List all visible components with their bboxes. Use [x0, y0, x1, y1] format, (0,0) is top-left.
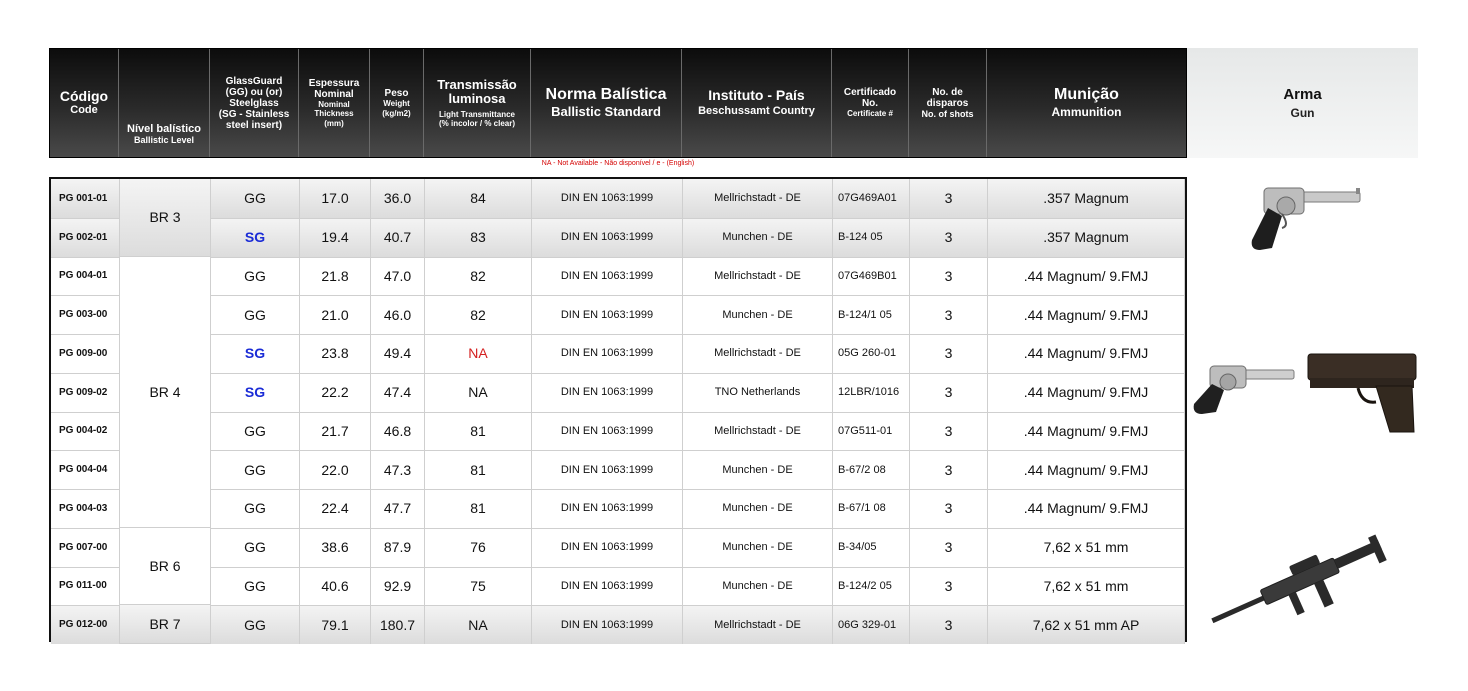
- weight-cell: 47.0: [371, 257, 425, 296]
- transmittance-cell: 82: [425, 257, 532, 296]
- certificate-cell: 12LBR/1016: [833, 373, 910, 412]
- header-certificado-en: Certificate #: [847, 109, 893, 119]
- glass-cell: SG: [211, 373, 300, 412]
- ballistic-level-cell: BR 4: [120, 257, 211, 528]
- ammunition-cell: .44 Magnum/ 9.FMJ: [988, 450, 1185, 489]
- certificate-cell: 07G511-01: [833, 412, 910, 451]
- na-note: NA - Not Available - Não disponível / e - (English): [541, 160, 695, 167]
- revolver-icon: [1238, 178, 1366, 256]
- standard-cell: DIN EN 1063:1999: [532, 179, 683, 218]
- thickness-cell: 22.0: [300, 450, 371, 489]
- thickness-cell: 40.6: [300, 567, 371, 606]
- header-espessura-en1: Nominal: [318, 100, 350, 110]
- institute-cell: Mellrichstadt - DE: [683, 334, 833, 373]
- ballistic-level-cell: BR 6: [120, 528, 211, 606]
- header-arma: [1187, 48, 1418, 158]
- header-transmissao-pt1: Transmissão: [437, 77, 517, 93]
- standard-cell: DIN EN 1063:1999: [532, 450, 683, 489]
- glass-cell: GG: [211, 412, 300, 451]
- header-glass-line1: GlassGuard: [225, 75, 283, 87]
- shots-cell: 3: [910, 373, 988, 412]
- header-certificado-pt2: No.: [861, 98, 879, 110]
- header-codigo-en: Code: [70, 104, 98, 117]
- row-divider: [51, 528, 1185, 529]
- institute-cell: Munchen - DE: [683, 528, 833, 567]
- header-transmissao-unit: (% incolor / % clear): [438, 118, 516, 128]
- header-espessura-pt2: Nominal: [314, 89, 354, 101]
- header-espessura-en2: Thickness: [314, 109, 354, 119]
- header-arma-en: Gun: [1290, 106, 1315, 120]
- transmittance-cell: 81: [425, 450, 532, 489]
- code-cell: PG 004-03: [51, 489, 120, 528]
- certificate-cell: B-124/2 05: [833, 567, 910, 606]
- header-espessura-pt1: Espessura: [308, 78, 360, 90]
- header-norma: [531, 49, 682, 157]
- institute-cell: Mellrichstadt - DE: [683, 605, 833, 644]
- weight-cell: 36.0: [371, 179, 425, 218]
- rifle-icon: [1200, 528, 1406, 634]
- long-revolver-icon: [1188, 360, 1296, 416]
- glass-cell: GG: [211, 450, 300, 489]
- thickness-cell: 19.4: [300, 218, 371, 257]
- ammunition-cell: .357 Magnum: [988, 218, 1185, 257]
- table-row: [51, 528, 1185, 567]
- header-certificado: [832, 49, 909, 157]
- standard-cell: DIN EN 1063:1999: [532, 528, 683, 567]
- thickness-cell: 21.8: [300, 257, 371, 296]
- code-cell: PG 004-02: [51, 412, 120, 451]
- ammunition-cell: .44 Magnum/ 9.FMJ: [988, 257, 1185, 296]
- table-header: [49, 48, 1187, 158]
- row-divider: [51, 218, 1185, 219]
- header-espessura-unit: (mm): [324, 118, 344, 128]
- ammunition-cell: 7,62 x 51 mm: [988, 567, 1185, 606]
- pistol-icon: [1302, 348, 1420, 436]
- certificate-cell: 07G469B01: [833, 257, 910, 296]
- certificate-cell: 05G 260-01: [833, 334, 910, 373]
- thickness-cell: 22.2: [300, 373, 371, 412]
- table-row: [51, 295, 1185, 334]
- row-divider: [51, 567, 1185, 568]
- ballistic-level-cell: BR 7: [120, 605, 211, 644]
- weight-cell: 87.9: [371, 528, 425, 567]
- header-glass-line5: steel insert): [225, 119, 283, 131]
- certificate-cell: B-34/05: [833, 528, 910, 567]
- institute-cell: Mellrichstadt - DE: [683, 412, 833, 451]
- transmittance-cell: 81: [425, 489, 532, 528]
- weight-cell: 46.8: [371, 412, 425, 451]
- glass-cell: GG: [211, 489, 300, 528]
- ammunition-cell: .44 Magnum/ 9.FMJ: [988, 295, 1185, 334]
- glass-cell: GG: [211, 179, 300, 218]
- glass-cell: GG: [211, 567, 300, 606]
- standard-cell: DIN EN 1063:1999: [532, 412, 683, 451]
- header-codigo-pt: Código: [59, 87, 109, 104]
- header-transmissao-pt2: luminosa: [448, 91, 506, 107]
- transmittance-cell: 83: [425, 218, 532, 257]
- shots-cell: 3: [910, 605, 988, 644]
- table-row: [51, 257, 1185, 296]
- weight-cell: 47.4: [371, 373, 425, 412]
- certificate-cell: B-124/1 05: [833, 295, 910, 334]
- header-instituto-pt: Instituto - País: [708, 86, 805, 103]
- thickness-cell: 38.6: [300, 528, 371, 567]
- glass-cell: GG: [211, 257, 300, 296]
- ammunition-cell: .44 Magnum/ 9.FMJ: [988, 489, 1185, 528]
- weight-cell: 47.7: [371, 489, 425, 528]
- header-disparos-pt1: No. de: [932, 86, 963, 98]
- table-row: [51, 412, 1185, 451]
- ammunition-cell: 7,62 x 51 mm: [988, 528, 1185, 567]
- standard-cell: DIN EN 1063:1999: [532, 567, 683, 606]
- code-cell: PG 003-00: [51, 295, 120, 334]
- shots-cell: 3: [910, 179, 988, 218]
- certificate-cell: 06G 329-01: [833, 605, 910, 644]
- header-arma-pt: Arma: [1283, 86, 1322, 103]
- header-peso-pt: Peso: [384, 88, 409, 100]
- header-transmissao-en: Light Transmittance: [438, 109, 515, 119]
- standard-cell: DIN EN 1063:1999: [532, 489, 683, 528]
- header-peso-en: Weight: [383, 99, 410, 109]
- table-row: [51, 373, 1185, 412]
- ammunition-cell: 7,62 x 51 mm AP: [988, 605, 1185, 644]
- standard-cell: DIN EN 1063:1999: [532, 605, 683, 644]
- row-divider: [51, 412, 1185, 413]
- row-divider: [51, 605, 1185, 606]
- header-nivel: [119, 49, 210, 157]
- institute-cell: TNO Netherlands: [683, 373, 833, 412]
- transmittance-cell: 75: [425, 567, 532, 606]
- header-peso: [370, 49, 424, 157]
- header-glass: [210, 49, 299, 157]
- standard-cell: DIN EN 1063:1999: [532, 218, 683, 257]
- institute-cell: Munchen - DE: [683, 218, 833, 257]
- transmittance-cell: NA: [425, 334, 532, 373]
- glass-cell: SG: [211, 218, 300, 257]
- institute-cell: Munchen - DE: [683, 295, 833, 334]
- weight-cell: 47.3: [371, 450, 425, 489]
- shots-cell: 3: [910, 295, 988, 334]
- header-disparos-en: No. of shots: [921, 108, 974, 119]
- table-row: [51, 605, 1185, 644]
- header-instituto-en: Beschussamt Country: [698, 105, 815, 118]
- code-cell: PG 009-02: [51, 373, 120, 412]
- shots-cell: 3: [910, 257, 988, 296]
- transmittance-cell: NA: [425, 605, 532, 644]
- transmittance-cell: 76: [425, 528, 532, 567]
- ammunition-cell: .357 Magnum: [988, 179, 1185, 218]
- standard-cell: DIN EN 1063:1999: [532, 295, 683, 334]
- header-certificado-pt1: Certificado: [843, 87, 897, 99]
- certificate-cell: 07G469A01: [833, 179, 910, 218]
- header-codigo: [50, 49, 119, 157]
- transmittance-cell: 84: [425, 179, 532, 218]
- institute-cell: Munchen - DE: [683, 450, 833, 489]
- row-divider: [51, 257, 1185, 258]
- institute-cell: Munchen - DE: [683, 489, 833, 528]
- thickness-cell: 22.4: [300, 489, 371, 528]
- code-cell: PG 004-04: [51, 450, 120, 489]
- shots-cell: 3: [910, 450, 988, 489]
- thickness-cell: 17.0: [300, 179, 371, 218]
- code-cell: PG 007-00: [51, 528, 120, 567]
- header-disparos-pt2: disparos: [926, 97, 969, 109]
- ammunition-cell: .44 Magnum/ 9.FMJ: [988, 412, 1185, 451]
- table-row: [51, 489, 1185, 528]
- header-transmissao: [424, 49, 531, 157]
- thickness-cell: 21.7: [300, 412, 371, 451]
- row-divider: [51, 450, 1185, 451]
- header-peso-unit: (kg/m2): [382, 108, 411, 118]
- thickness-cell: 21.0: [300, 295, 371, 334]
- header-municao-pt: Munição: [1054, 86, 1119, 104]
- ammunition-cell: .44 Magnum/ 9.FMJ: [988, 373, 1185, 412]
- shots-cell: 3: [910, 334, 988, 373]
- transmittance-cell: NA: [425, 373, 532, 412]
- header-glass-line3: Steelglass: [229, 97, 279, 109]
- header-norma-pt: Norma Balística: [545, 85, 667, 103]
- header-nivel-pt: Nível balístico: [127, 122, 201, 135]
- weight-cell: 40.7: [371, 218, 425, 257]
- glass-cell: SG: [211, 334, 300, 373]
- glass-cell: GG: [211, 295, 300, 334]
- certificate-cell: B-124 05: [833, 218, 910, 257]
- standard-cell: DIN EN 1063:1999: [532, 257, 683, 296]
- row-divider: [51, 373, 1185, 374]
- header-espessura: [299, 49, 370, 157]
- row-divider: [51, 334, 1185, 335]
- header-instituto: [682, 49, 832, 157]
- table-row: [51, 450, 1185, 489]
- thickness-cell: 23.8: [300, 334, 371, 373]
- transmittance-cell: 82: [425, 295, 532, 334]
- header-nivel-en: Ballistic Level: [133, 134, 195, 145]
- header-norma-en: Ballistic Standard: [551, 104, 661, 120]
- code-cell: PG 002-01: [51, 218, 120, 257]
- certificate-cell: B-67/1 08: [833, 489, 910, 528]
- weight-cell: 92.9: [371, 567, 425, 606]
- code-cell: PG 009-00: [51, 334, 120, 373]
- table-row: [51, 218, 1185, 257]
- shots-cell: 3: [910, 528, 988, 567]
- ballistic-level-cell: BR 3: [120, 179, 211, 257]
- institute-cell: Munchen - DE: [683, 567, 833, 606]
- ammunition-cell: .44 Magnum/ 9.FMJ: [988, 334, 1185, 373]
- glass-cell: GG: [211, 528, 300, 567]
- weight-cell: 49.4: [371, 334, 425, 373]
- code-cell: PG 012-00: [51, 605, 120, 644]
- weight-cell: 180.7: [371, 605, 425, 644]
- header-municao-en: Ammunition: [1051, 104, 1122, 119]
- code-cell: PG 004-01: [51, 257, 120, 296]
- header-glass-line2: (GG) ou (or): [225, 86, 283, 98]
- table-row: [51, 567, 1185, 606]
- institute-cell: Mellrichstadt - DE: [683, 179, 833, 218]
- shots-cell: 3: [910, 567, 988, 606]
- shots-cell: 3: [910, 489, 988, 528]
- shots-cell: 3: [910, 412, 988, 451]
- institute-cell: Mellrichstadt - DE: [683, 257, 833, 296]
- shots-cell: 3: [910, 218, 988, 257]
- header-municao: [987, 49, 1186, 157]
- thickness-cell: 79.1: [300, 605, 371, 644]
- transmittance-cell: 81: [425, 412, 532, 451]
- standard-cell: DIN EN 1063:1999: [532, 334, 683, 373]
- row-divider: [51, 295, 1185, 296]
- certificate-cell: B-67/2 08: [833, 450, 910, 489]
- code-cell: PG 001-01: [51, 179, 120, 218]
- row-divider: [51, 489, 1185, 490]
- header-disparos: [909, 49, 987, 157]
- ballistic-table: [49, 177, 1187, 642]
- header-glass-line4: (SG - Stainless: [218, 108, 290, 120]
- weight-cell: 46.0: [371, 295, 425, 334]
- standard-cell: DIN EN 1063:1999: [532, 373, 683, 412]
- table-row: [51, 334, 1185, 373]
- glass-cell: GG: [211, 605, 300, 644]
- table-row: [51, 179, 1185, 218]
- code-cell: PG 011-00: [51, 567, 120, 606]
